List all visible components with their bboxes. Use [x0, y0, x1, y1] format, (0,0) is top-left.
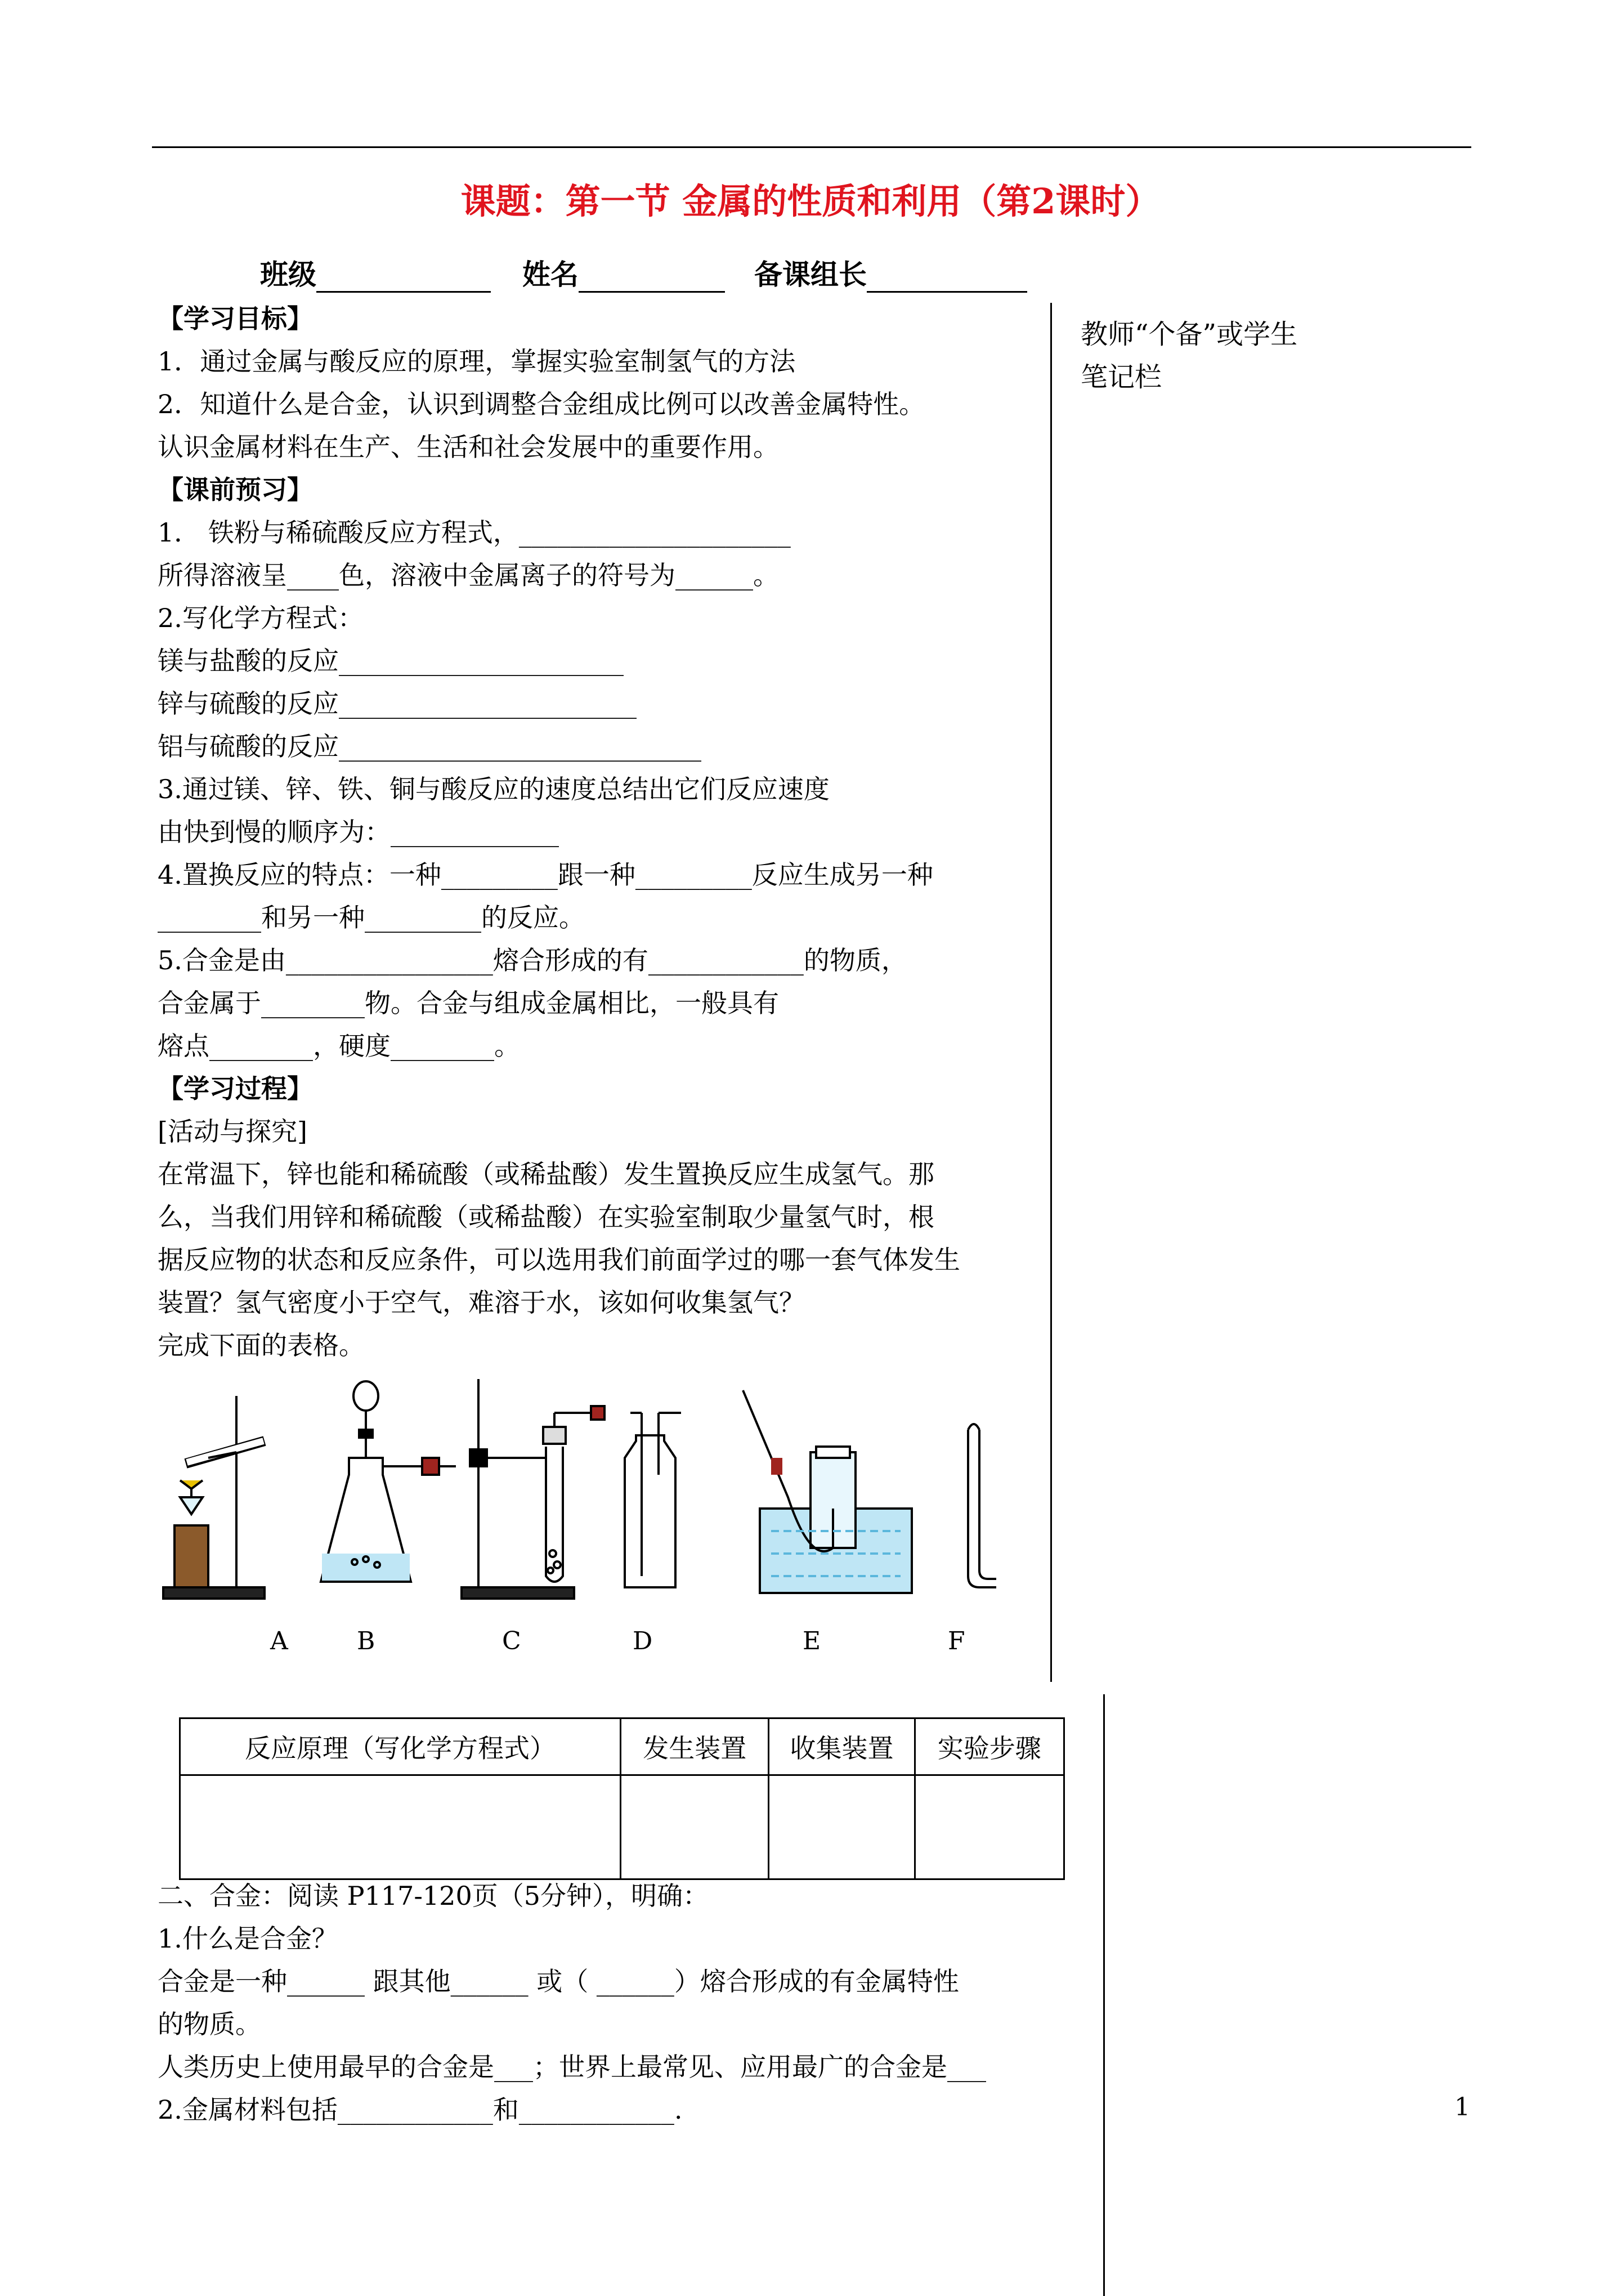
notes-label-line1: 教师“个备”或学生: [1081, 319, 1298, 350]
paragraph-line-1: 在常温下，锌也能和稀硫酸（或稀盐酸）发生置换反应生成氢气。那: [158, 1159, 934, 1189]
apparatus-c-stand-tube: [462, 1379, 604, 1599]
objectives-heading: 【学习目标】: [158, 303, 313, 334]
apparatus-b-flask-funnel: [321, 1381, 456, 1582]
preview-heading: 【课前预习】: [158, 475, 313, 505]
objective-1: 1．通过金属与酸反应的原理，掌握实验室制氢气的方法: [158, 346, 796, 377]
objective-3: 认识金属材料在生产、生活和社会发展中的重要作用。: [158, 432, 779, 462]
apparatus-a-heating-tube: [163, 1396, 265, 1599]
table-cell-generator[interactable]: [621, 1775, 769, 1879]
class-blank[interactable]: [316, 265, 491, 293]
experiment-table: [179, 1717, 1065, 1880]
apparatus-label-d: D: [633, 1627, 653, 1655]
question-3b: 由快到慢的顺序为：_____________: [158, 817, 559, 847]
alloy-line-3: 合金是一种______ 跟其他______ 或（ ______）熔合形成的有金属特性: [158, 1966, 959, 1997]
name-field: [522, 252, 725, 293]
alloy-line-5: 人类历史上使用最早的合金是___；世界上最常见、应用最广的合金是___: [158, 2052, 986, 2082]
top-rule: [152, 146, 1471, 148]
paragraph-line-5: 完成下面的表格。: [158, 1330, 365, 1360]
question-4b: ________和另一种_________的反应。: [158, 902, 585, 933]
question-3a: 3.通过镁、锌、铁、铜与酸反应的速度总结出它们反应速度: [158, 774, 830, 804]
apparatus-label-f: F: [948, 1627, 965, 1655]
apparatus-label-a: A: [270, 1627, 288, 1655]
alloy-line-6: 2.金属材料包括____________和____________.: [158, 2094, 683, 2125]
activity-heading: [活动与探究]: [158, 1116, 307, 1147]
notes-divider-upper: [1050, 303, 1052, 1682]
paragraph-line-4: 装置？氢气密度小于空气，难溶于水，该如何收集氢气？: [158, 1287, 805, 1318]
question-1b: 所得溶液呈____色，溶液中金属离子的符号为______。: [158, 560, 779, 590]
alloy-line-1: 二、合金：阅读 P117-120页（5分钟），明确：: [158, 1881, 709, 1911]
apparatus-label-c: C: [502, 1627, 521, 1655]
apparatus-f-bent-tube: [968, 1424, 996, 1587]
notes-divider-lower: [1103, 1694, 1105, 2296]
question-2b: 锌与硫酸的反应_______________________: [158, 688, 637, 719]
page-title: 课题：第一节 金属的性质和利用（第2课时）: [460, 181, 1161, 222]
objective-2: 2．知道什么是合金，认识到调整合金组成比例可以改善金属特性。: [158, 389, 925, 419]
leader-label: 备课组长: [754, 258, 867, 291]
question-5b: 合金属于________物。合金与组成金属相比，一般具有: [158, 988, 779, 1018]
question-2a: 镁与盐酸的反应______________________: [158, 646, 624, 676]
lab-apparatus-figure: [152, 1362, 1030, 1610]
apparatus-e-water-trough: [743, 1390, 912, 1593]
name-blank[interactable]: [579, 265, 725, 293]
question-5a: 5.合金是由________________熔合形成的有____________的物质，: [158, 945, 907, 975]
table-row: [180, 1775, 1064, 1879]
process-heading: 【学习过程】: [158, 1073, 313, 1104]
page-number: 1: [1454, 2093, 1470, 2122]
alloy-line-4: 的物质。: [158, 2009, 261, 2039]
question-2: 2.写化学方程式：: [158, 603, 364, 633]
question-4a: 4.置换反应的特点：一种_________跟一种_________反应生成另一种: [158, 860, 933, 890]
table-cell-collector[interactable]: [769, 1775, 915, 1879]
class-field: [260, 252, 491, 293]
table-cell-steps[interactable]: [915, 1775, 1064, 1879]
table-header-steps: 实验步骤: [915, 1718, 1064, 1775]
question-2c: 铝与硫酸的反应____________________________: [158, 731, 701, 762]
table-header-row: [180, 1718, 1064, 1775]
apparatus-label-b: B: [357, 1627, 375, 1655]
leader-blank[interactable]: [867, 265, 1027, 293]
apparatus-d-gas-bottle: [625, 1413, 681, 1587]
question-1a: 1． 铁粉与稀硫酸反应方程式，_____________________: [158, 517, 791, 548]
leader-field: [754, 252, 1027, 293]
class-label: 班级: [260, 258, 316, 291]
notes-label-line2: 笔记栏: [1081, 361, 1162, 393]
paragraph-line-3: 据反应物的状态和反应条件，可以选用我们前面学过的哪一套气体发生: [158, 1245, 960, 1275]
question-5c: 熔点________，硬度________。: [158, 1031, 520, 1061]
table-header-collector: 收集装置: [769, 1718, 915, 1775]
name-label: 姓名: [522, 258, 579, 291]
apparatus-label-e: E: [803, 1627, 821, 1655]
table-header-principle: 反应原理（写化学方程式）: [180, 1718, 621, 1775]
table-cell-principle[interactable]: [180, 1775, 621, 1879]
table-header-generator: 发生装置: [621, 1718, 769, 1775]
alloy-line-2: 1.什么是合金？: [158, 1923, 338, 1954]
paragraph-line-2: 么，当我们用锌和稀硫酸（或稀盐酸）在实验室制取少量氢气时，根: [158, 1202, 934, 1232]
